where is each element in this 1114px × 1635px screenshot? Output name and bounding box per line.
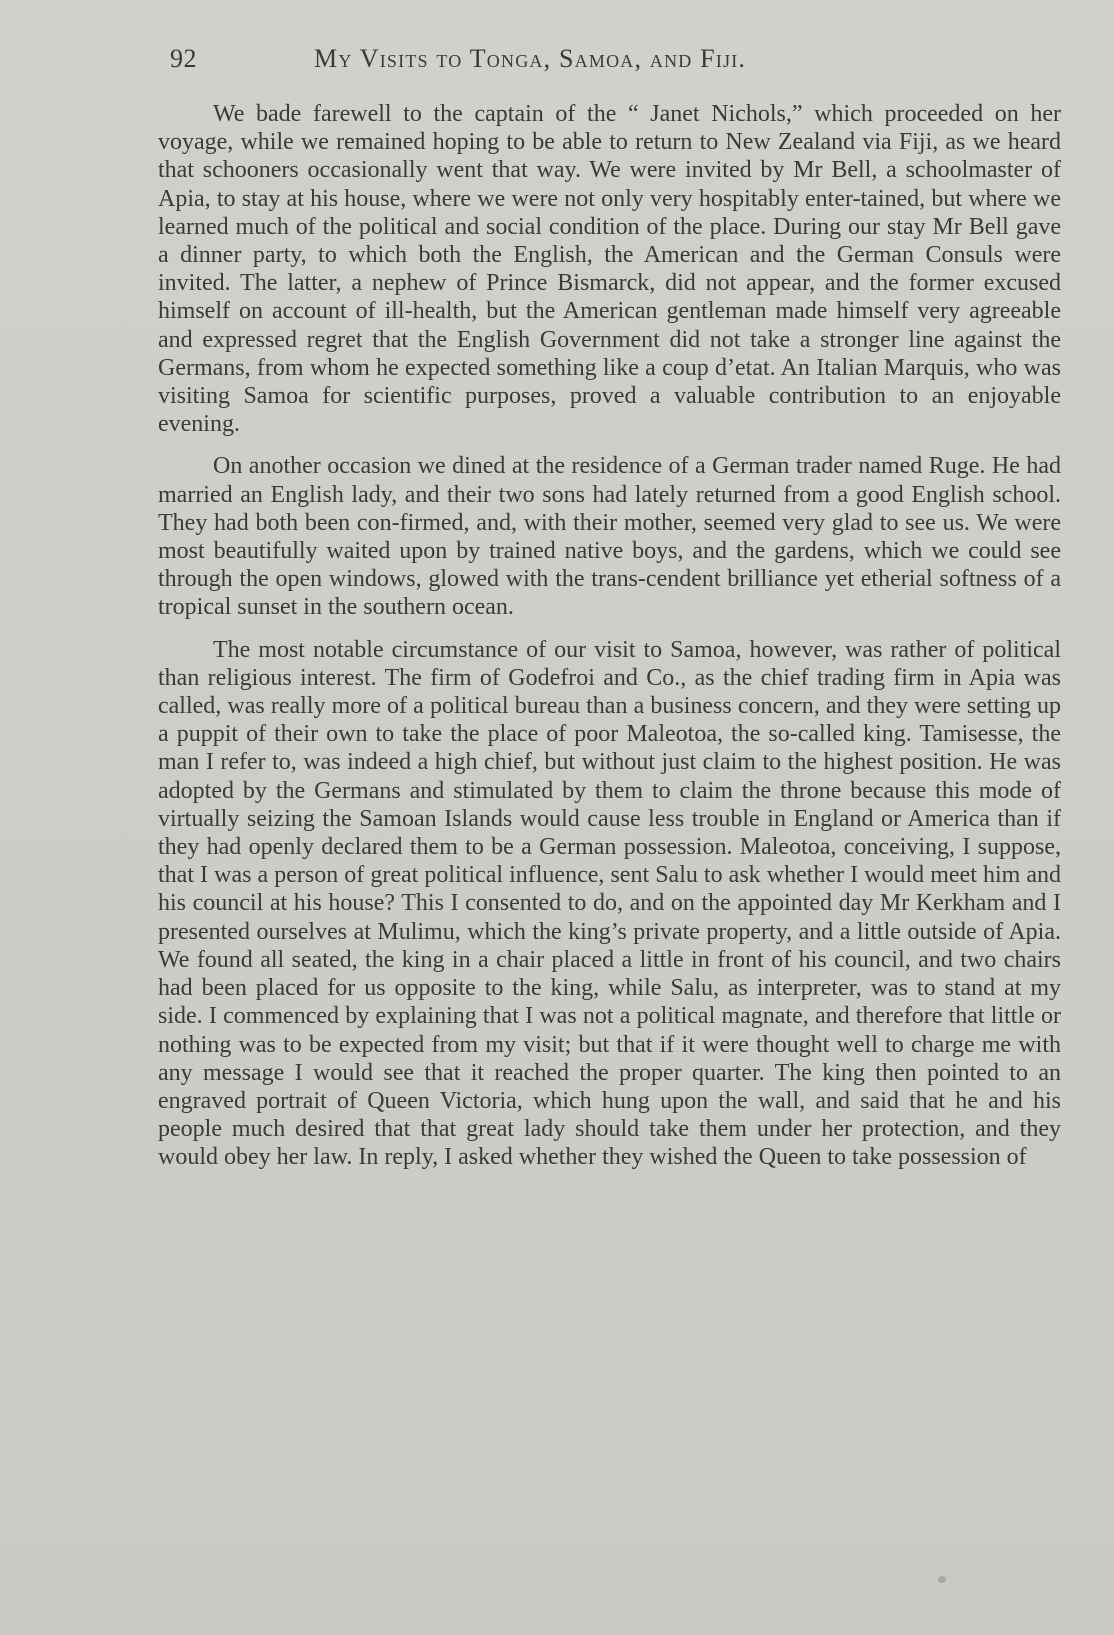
paragraph-political-visit: The most notable circumstance of our visit to Samoa, however, was rather of political than religious interest. The firm of Godefroi and Co., as the chief trading firm in Apia was called, was really more of a political bureau than a business concern, and they were setting up a puppit of their own to take the place of poor Maleotoa, the so-called king. Tamisesse, the man I refer to, was indeed a high chief, but without just claim to the highest position. He was adopted by the Germans and stimulated by them to claim the throne because this mode of virtually seizing the Samoan Islands would cause less trouble in England or America than if they had openly declared them to be a German possession. Maleotoa, conceiving, I suppose, that I was a person of great political influence, sent Salu to ask whether I would meet him and his council at his house? This I consented to do, and on the appointed day Mr Kerkham and I presented ourselves at Mulimu, which the king’s private property, and a little outside of Apia. We found all seated, the king in a chair placed a little in front of his council, and two chairs had been placed for us opposite to the king, while Salu, as interpreter, was to stand at my side. I commenced by explaining that I was not a political magnate, and therefore that little or nothing was to be expected from my visit; but that if it were thought well to charge me with any message I would see that it reached the proper quarter. The king then pointed to an engraved portrait of Queen Victoria, which hung upon the wall, and said that he and his people much desired that that great lady should take them under her protection, and they would obey her law. In reply, I asked whether they wished the Queen to take possession of [158, 636, 1061, 1171]
book-title: My Visits to Tonga, Samoa, and Fiji. [314, 44, 747, 73]
page-number: 92 [170, 44, 197, 73]
paragraph-farewell: We bade farewell to the captain of the “ Janet Nichols,” which proceeded on her voyage, while we remained hoping to be able to return to New Zealand via Fiji, as we heard that schooners occasionally went that way. We were invited by Mr Bell, a schoolmaster of Apia, to stay at his house, where we were not only very hospitably enter-tained, but where we learned much of the political and social condition of the place. During our stay Mr Bell gave a dinner party, to which both the English, the American and the German Consuls were invited. The latter, a nephew of Prince Bismarck, did not appear, and the former excused himself on account of ill-health, but the American gentleman made himself very agreeable and expressed regret that the English Government did not take a stronger line against the Germans, from whom he expected something like a coup d’etat. An Italian Marquis, who was visiting Samoa for scientific purposes, proved a valuable contribution to an enjoyable evening. [158, 101, 1061, 438]
running-head [170, 44, 920, 84]
paragraph-dinner-ruge: On another occasion we dined at the residence of a German trader named Ruge. He had married an English lady, and their two sons had lately returned from a good English school. They had both been con-firmed, and, with their mother, seemed very glad to see us. We were most beautifully waited upon by trained native boys, and the gardens, which we could see through the open windows, glowed with the trans-cendent brilliance yet etherial softness of a tropical sunset in the southern ocean. [158, 453, 1061, 621]
body-text [158, 100, 1061, 1172]
ink-smudge [938, 1576, 946, 1583]
